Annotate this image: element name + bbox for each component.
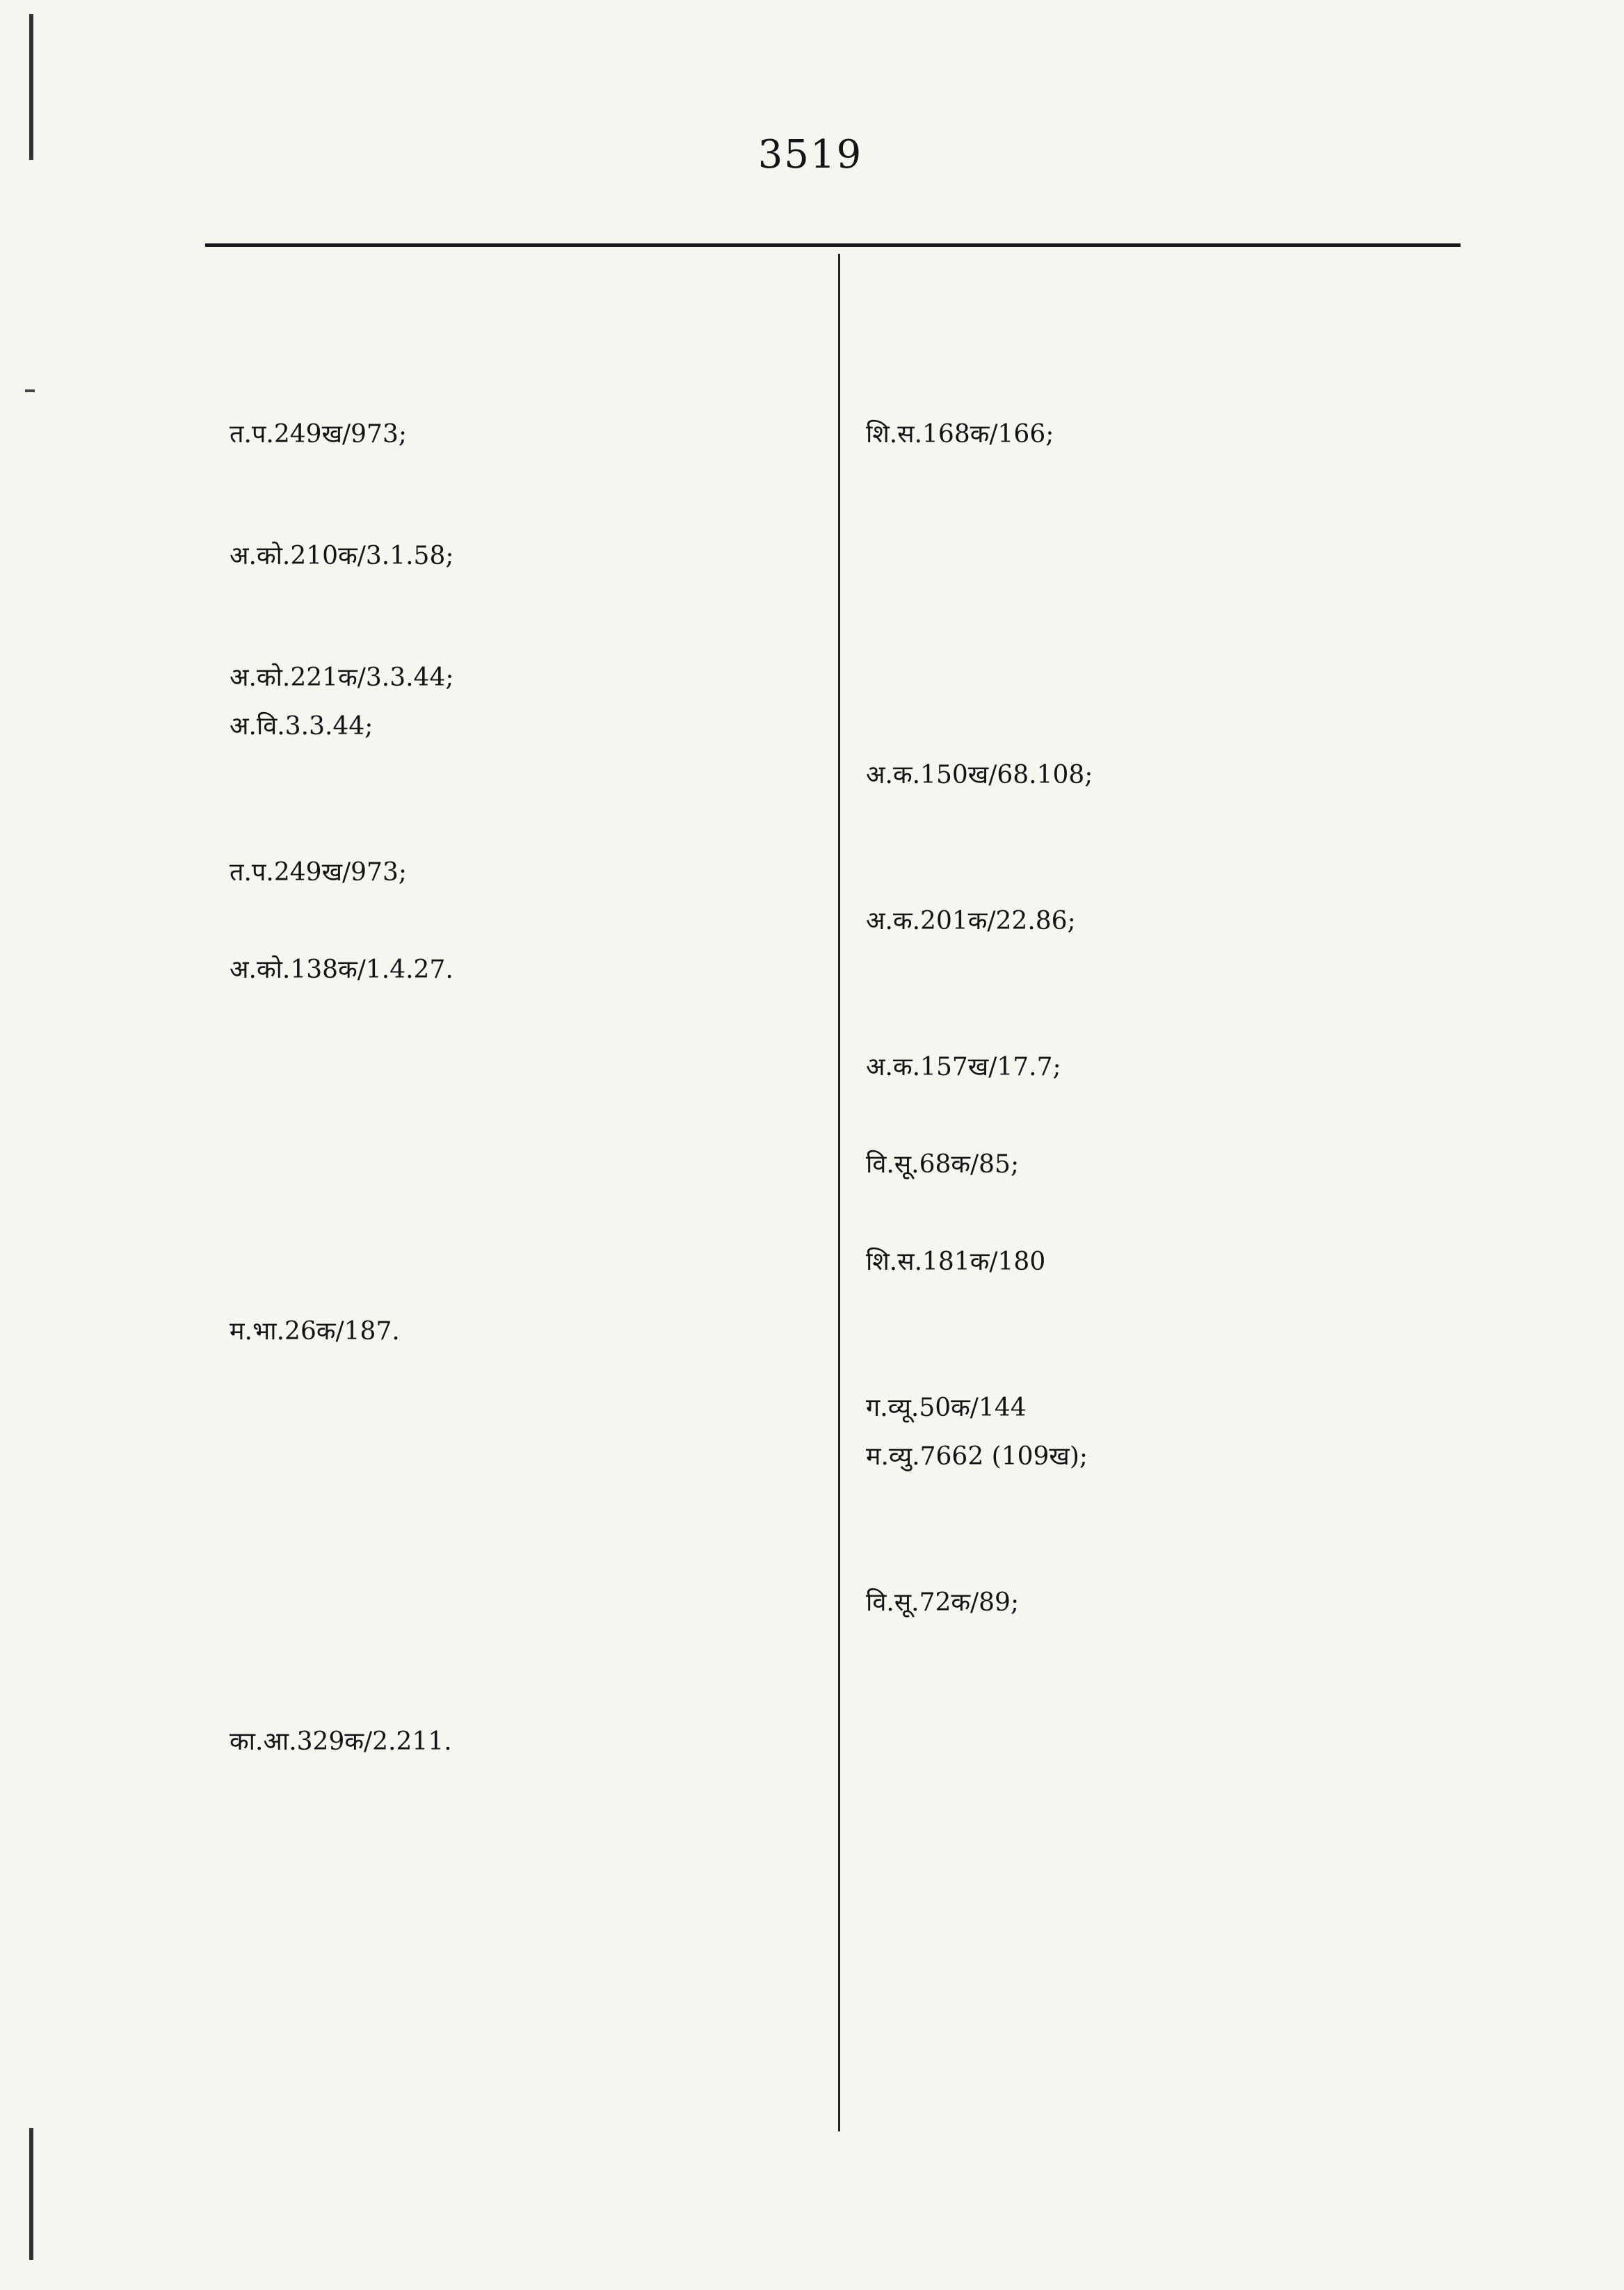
left-reference: त.प.249ख/973; xyxy=(230,420,407,449)
left-reference: का.आ.329क/2.211. xyxy=(230,1727,452,1756)
right-reference: ग.व्यू.50क/144 xyxy=(866,1394,1027,1422)
right-reference: वि.सू.72क/89; xyxy=(866,1588,1020,1617)
right-reference: अ.क.150ख/68.108; xyxy=(866,761,1093,789)
left-column xyxy=(230,264,800,1766)
scan-edge-mark xyxy=(29,2128,33,2260)
right-reference: म.व्यु.7662 (109ख); xyxy=(866,1442,1088,1471)
scan-edge-mark xyxy=(29,14,33,160)
right-reference: शि.स.181क/180 xyxy=(866,1248,1046,1276)
left-reference: अ.को.210क/3.1.58; xyxy=(230,542,454,570)
left-reference: त.प.249ख/973; xyxy=(230,858,407,887)
left-reference: अ.को.221क/3.3.44; xyxy=(230,663,454,692)
column-rule xyxy=(838,254,840,2131)
right-reference: अ.क.201क/22.86; xyxy=(866,907,1076,935)
left-reference: म.भा.26क/187. xyxy=(230,1317,400,1346)
scan-edge-tick xyxy=(25,389,35,392)
left-reference: अ.को.138क/1.4.27. xyxy=(230,955,453,984)
right-column xyxy=(866,264,1436,1627)
page-number: 3519 xyxy=(757,132,863,177)
right-reference: शि.स.168क/166; xyxy=(866,420,1054,449)
right-reference: अ.क.157ख/17.7; xyxy=(866,1053,1061,1081)
right-reference: वि.सू.68क/85; xyxy=(866,1150,1020,1179)
left-reference: अ.वि.3.3.44; xyxy=(230,712,373,741)
header-rule xyxy=(205,243,1461,247)
